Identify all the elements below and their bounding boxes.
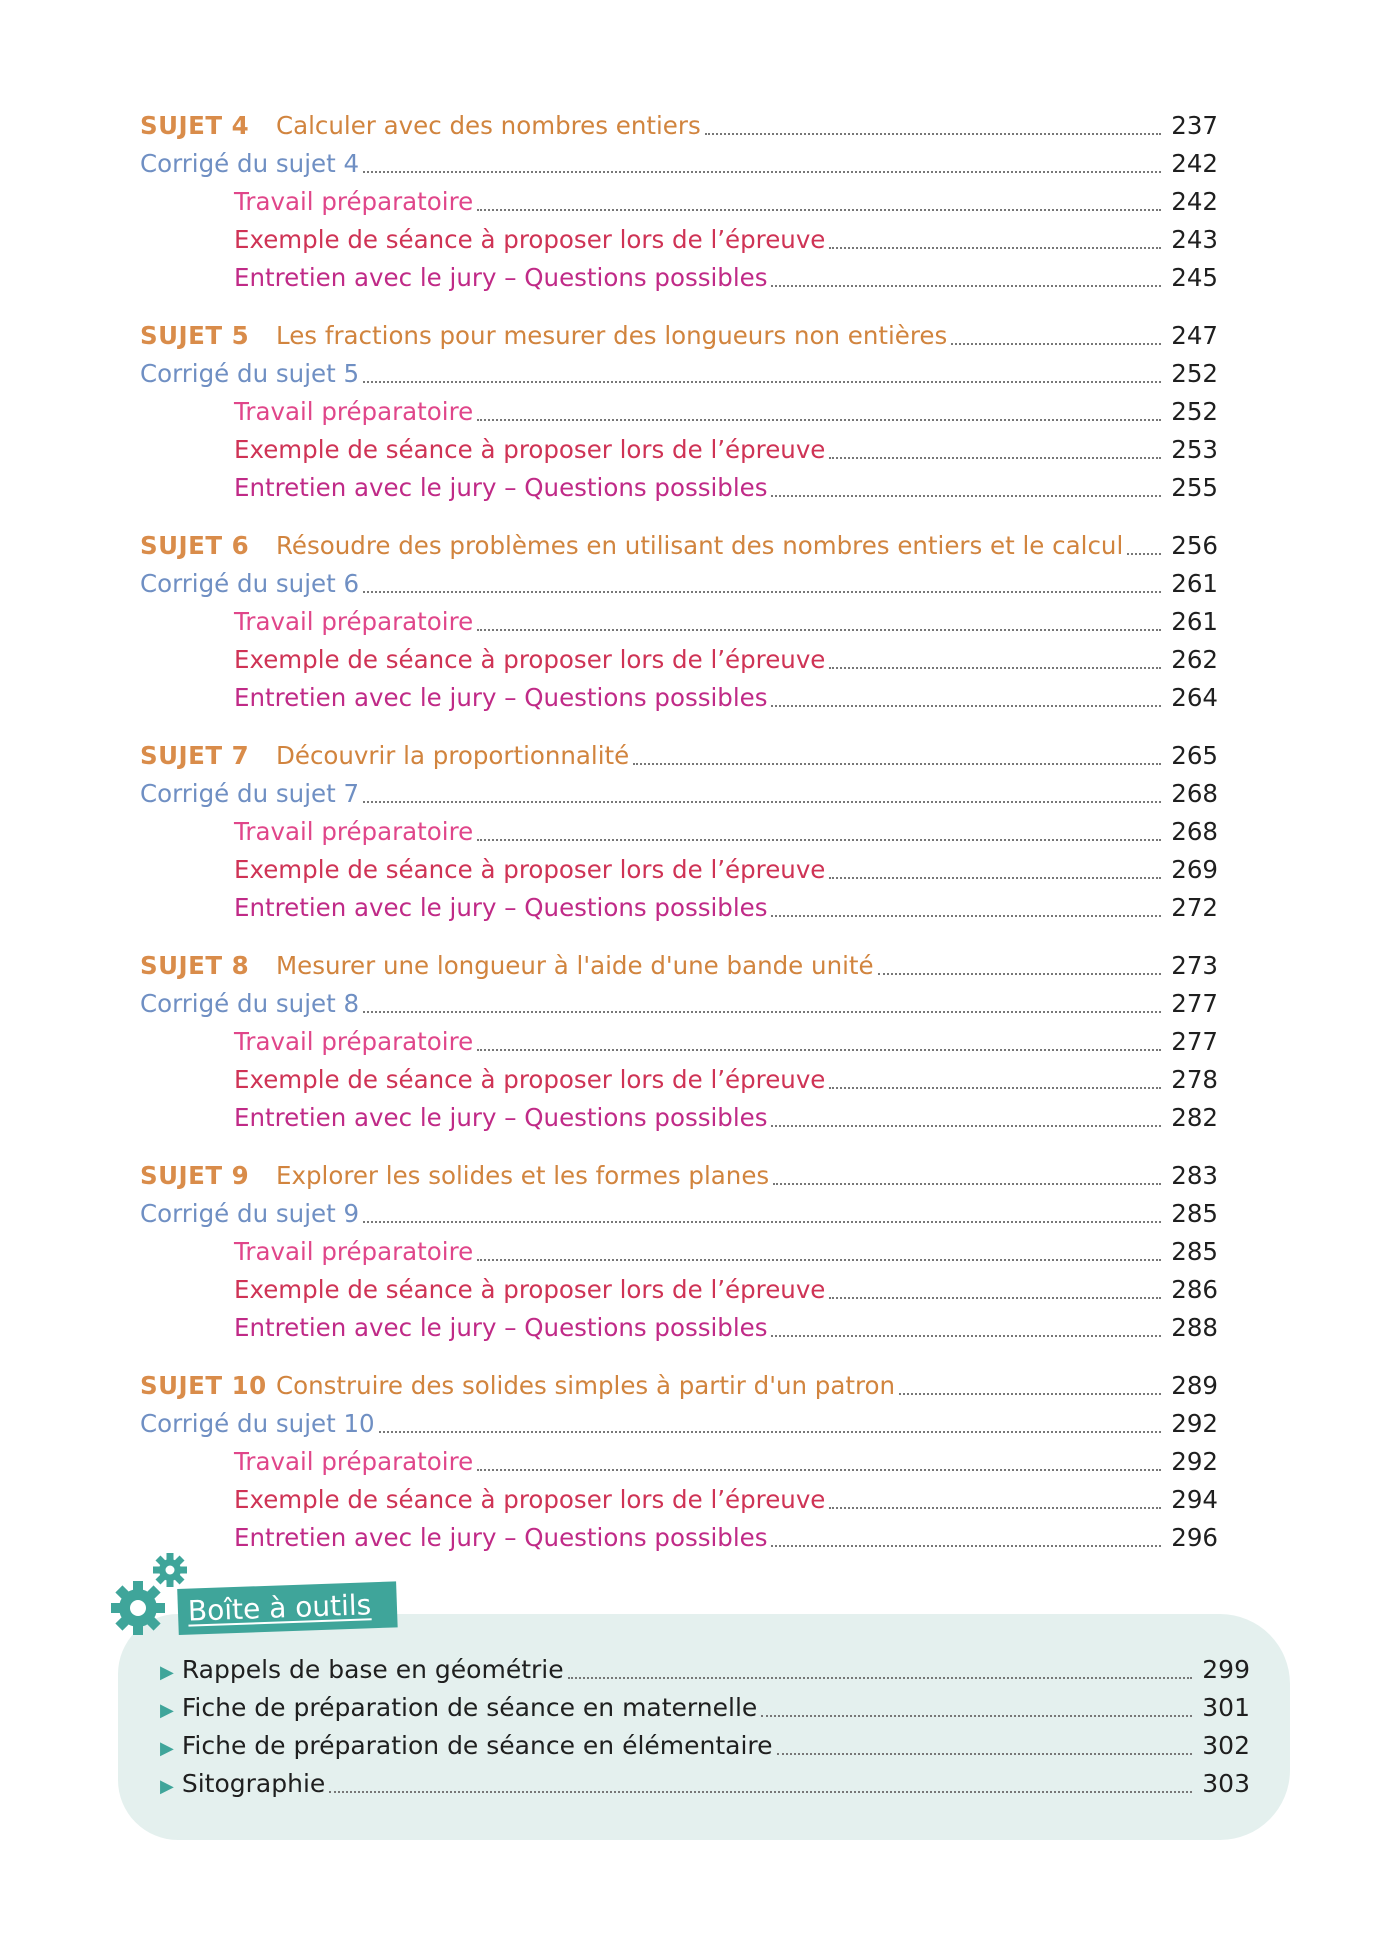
- entretien-label: Entretien avec le jury – Questions possibles: [234, 1313, 768, 1342]
- page-number: 286: [1171, 1275, 1218, 1304]
- dot-leader: [771, 494, 1161, 497]
- dot-leader: [363, 380, 1161, 383]
- page-number: 292: [1171, 1409, 1218, 1438]
- sujet-title: Construire des solides simples à partir d'un patron: [276, 1371, 896, 1400]
- dot-leader: [771, 704, 1161, 707]
- sujet-id: SUJET 9: [140, 1161, 250, 1190]
- toc-entry-entretien[interactable]: [140, 889, 1218, 927]
- sujet-block-9: [140, 1157, 1218, 1347]
- dot-leader: [771, 1544, 1161, 1547]
- toc-entry-sujet[interactable]: [140, 1157, 1218, 1195]
- entretien-label: Entretien avec le jury – Questions possibles: [234, 1103, 768, 1132]
- page-number: 268: [1171, 779, 1218, 808]
- sujet-id: SUJET 8: [140, 951, 250, 980]
- sujet-title: Les fractions pour mesurer des longueurs non entières: [276, 321, 948, 350]
- entretien-label: Entretien avec le jury – Questions possibles: [234, 1523, 768, 1552]
- page-number: 285: [1171, 1199, 1218, 1228]
- page-number: 253: [1171, 435, 1218, 464]
- entretien-label: Entretien avec le jury – Questions possibles: [234, 263, 768, 292]
- dot-leader: [878, 972, 1162, 975]
- exemple-label: Exemple de séance à proposer lors de l’épreuve: [234, 645, 826, 674]
- page-number: 288: [1171, 1313, 1218, 1342]
- travail-label: Travail préparatoire: [234, 1237, 474, 1266]
- sujet-block-7: [140, 737, 1218, 927]
- page-number: 285: [1171, 1237, 1218, 1266]
- toc-entry-exemple[interactable]: [140, 1481, 1218, 1519]
- toc-entry-corrige[interactable]: [140, 145, 1218, 183]
- dot-leader: [829, 876, 1161, 879]
- toc-entry-sujet[interactable]: [140, 947, 1218, 985]
- page-number: 261: [1171, 569, 1218, 598]
- dot-leader: [568, 1676, 1193, 1679]
- travail-label: Travail préparatoire: [234, 1027, 474, 1056]
- page-number: 299: [1202, 1655, 1250, 1684]
- page-number: 272: [1171, 893, 1218, 922]
- toc-entry-sujet[interactable]: [140, 737, 1218, 775]
- exemple-label: Exemple de séance à proposer lors de l’épreuve: [234, 1485, 826, 1514]
- travail-label: Travail préparatoire: [234, 1447, 474, 1476]
- page-number: 242: [1171, 187, 1218, 216]
- toolbox-item[interactable]: [160, 1765, 1250, 1803]
- page-number: 277: [1171, 1027, 1218, 1056]
- toc-entry-entretien[interactable]: [140, 679, 1218, 717]
- toolbox-title-tag: [177, 1581, 398, 1635]
- dot-leader: [761, 1714, 1192, 1717]
- dot-leader: [329, 1790, 1192, 1793]
- page-number: 301: [1202, 1693, 1250, 1722]
- dot-leader: [477, 1258, 1161, 1261]
- page-number: 256: [1171, 531, 1218, 560]
- page-number: 278: [1171, 1065, 1218, 1094]
- sujet-block-10: [140, 1367, 1218, 1557]
- toc-entry-corrige[interactable]: [140, 565, 1218, 603]
- page-number: 245: [1171, 263, 1218, 292]
- toc-entry-entretien[interactable]: [140, 1309, 1218, 1347]
- toc-entry-sujet[interactable]: [140, 107, 1218, 145]
- toc-entry-corrige[interactable]: [140, 985, 1218, 1023]
- corrige-label: Corrigé du sujet 9: [140, 1199, 360, 1228]
- page-number: 302: [1202, 1731, 1250, 1760]
- toc-entry-corrige[interactable]: [140, 1405, 1218, 1443]
- toolbox-item-label: Fiche de préparation de séance en maternelle: [181, 1693, 758, 1722]
- toc-entry-exemple[interactable]: [140, 851, 1218, 889]
- triangle-bullet-icon: ▶: [160, 1662, 174, 1683]
- dot-leader: [771, 1124, 1161, 1127]
- dot-leader: [477, 208, 1161, 211]
- sujet-id: SUJET 4: [140, 111, 250, 140]
- toc-entry-entretien[interactable]: [140, 469, 1218, 507]
- exemple-label: Exemple de séance à proposer lors de l’épreuve: [234, 435, 826, 464]
- exemple-label: Exemple de séance à proposer lors de l’épreuve: [234, 1065, 826, 1094]
- sujet-title: Résoudre des problèmes en utilisant des nombres entiers et le calcul: [276, 531, 1124, 560]
- dot-leader: [477, 1048, 1161, 1051]
- page-number: 265: [1171, 741, 1218, 770]
- toc-entry-entretien[interactable]: [140, 1099, 1218, 1137]
- toc-entry-entretien[interactable]: [140, 1519, 1218, 1557]
- page-number: 268: [1171, 817, 1218, 846]
- dot-leader: [363, 800, 1161, 803]
- sujet-id: SUJET 7: [140, 741, 250, 770]
- dot-leader: [773, 1182, 1161, 1185]
- page-number: 247: [1171, 321, 1218, 350]
- toc-entry-travail[interactable]: [140, 1023, 1218, 1061]
- sujet-title: Calculer avec des nombres entiers: [276, 111, 701, 140]
- dot-leader: [771, 1334, 1161, 1337]
- toc-entry-sujet[interactable]: [140, 527, 1218, 565]
- travail-label: Travail préparatoire: [234, 817, 474, 846]
- dot-leader: [477, 838, 1161, 841]
- entretien-label: Entretien avec le jury – Questions possibles: [234, 683, 768, 712]
- toolbox-item[interactable]: [160, 1727, 1250, 1765]
- dot-leader: [777, 1752, 1193, 1755]
- page-number: 237: [1171, 111, 1218, 140]
- dot-leader: [771, 284, 1161, 287]
- sujet-block-6: [140, 527, 1218, 717]
- dot-leader: [899, 1392, 1161, 1395]
- toc-entry-travail[interactable]: [140, 603, 1218, 641]
- page-number: 262: [1171, 645, 1218, 674]
- corrige-label: Corrigé du sujet 5: [140, 359, 360, 388]
- dot-leader: [829, 246, 1161, 249]
- travail-label: Travail préparatoire: [234, 397, 474, 426]
- triangle-bullet-icon: ▶: [160, 1700, 174, 1721]
- sujet-title: Explorer les solides et les formes planes: [276, 1161, 770, 1190]
- sujet-title: Découvrir la proportionnalité: [276, 741, 630, 770]
- exemple-label: Exemple de séance à proposer lors de l’épreuve: [234, 225, 826, 254]
- sujet-id: SUJET 5: [140, 321, 250, 350]
- page-number: 294: [1171, 1485, 1218, 1514]
- corrige-label: Corrigé du sujet 6: [140, 569, 360, 598]
- travail-label: Travail préparatoire: [234, 607, 474, 636]
- toolbox-item-label: Fiche de préparation de séance en élémentaire: [181, 1731, 773, 1760]
- toc-entry-exemple[interactable]: [140, 431, 1218, 469]
- dot-leader: [829, 1296, 1161, 1299]
- sujet-block-4: [140, 107, 1218, 297]
- toc-entry-travail[interactable]: [140, 1233, 1218, 1271]
- dot-leader: [477, 628, 1161, 631]
- toolbox-list: [160, 1651, 1250, 1803]
- sujet-block-8: [140, 947, 1218, 1137]
- dot-leader: [477, 418, 1161, 421]
- corrige-label: Corrigé du sujet 10: [140, 1409, 375, 1438]
- dot-leader: [829, 666, 1161, 669]
- dot-leader: [705, 132, 1162, 135]
- toc-entry-travail[interactable]: [140, 1443, 1218, 1481]
- toolbox-title: Boîte à outils: [187, 1588, 372, 1628]
- toc-entry-exemple[interactable]: [140, 1061, 1218, 1099]
- triangle-bullet-icon: ▶: [160, 1776, 174, 1797]
- toolbox-item[interactable]: [160, 1651, 1250, 1689]
- toc-entry-sujet[interactable]: [140, 1367, 1218, 1405]
- toc-entry-exemple[interactable]: [140, 1271, 1218, 1309]
- toc-entry-sujet[interactable]: [140, 317, 1218, 355]
- page-number: 273: [1171, 951, 1218, 980]
- page-number: 292: [1171, 1447, 1218, 1476]
- dot-leader: [829, 1086, 1161, 1089]
- toc-entry-corrige[interactable]: [140, 1195, 1218, 1233]
- dot-leader: [951, 342, 1161, 345]
- toc-entry-travail[interactable]: [140, 393, 1218, 431]
- entretien-label: Entretien avec le jury – Questions possibles: [234, 893, 768, 922]
- page-number: 242: [1171, 149, 1218, 178]
- toc-entry-corrige[interactable]: [140, 775, 1218, 813]
- toc-entry-exemple[interactable]: [140, 641, 1218, 679]
- corrige-label: Corrigé du sujet 8: [140, 989, 360, 1018]
- page-number: 261: [1171, 607, 1218, 636]
- dot-leader: [363, 1220, 1161, 1223]
- page-number: 269: [1171, 855, 1218, 884]
- page-number: 252: [1171, 359, 1218, 388]
- exemple-label: Exemple de séance à proposer lors de l’épreuve: [234, 855, 826, 884]
- dot-leader: [829, 456, 1161, 459]
- page-number: 252: [1171, 397, 1218, 426]
- page-number: 243: [1171, 225, 1218, 254]
- dot-leader: [633, 762, 1161, 765]
- toc-entry-travail[interactable]: [140, 183, 1218, 221]
- toolbox-item[interactable]: [160, 1689, 1250, 1727]
- dot-leader: [363, 1010, 1161, 1013]
- toc-entry-entretien[interactable]: [140, 259, 1218, 297]
- page-number: 264: [1171, 683, 1218, 712]
- page-number: 277: [1171, 989, 1218, 1018]
- toolbox-item-label: Rappels de base en géométrie: [181, 1655, 564, 1684]
- triangle-bullet-icon: ▶: [160, 1738, 174, 1759]
- table-of-contents: [140, 107, 1218, 1577]
- toc-entry-corrige[interactable]: [140, 355, 1218, 393]
- sujet-id: SUJET 6: [140, 531, 250, 560]
- toc-entry-travail[interactable]: [140, 813, 1218, 851]
- dot-leader: [771, 914, 1161, 917]
- page-number: 255: [1171, 473, 1218, 502]
- dot-leader: [477, 1468, 1161, 1471]
- page-number: 296: [1171, 1523, 1218, 1552]
- sujet-id: SUJET 10: [140, 1371, 267, 1400]
- exemple-label: Exemple de séance à proposer lors de l’épreuve: [234, 1275, 826, 1304]
- entretien-label: Entretien avec le jury – Questions possibles: [234, 473, 768, 502]
- page-number: 289: [1171, 1371, 1218, 1400]
- travail-label: Travail préparatoire: [234, 187, 474, 216]
- toc-entry-exemple[interactable]: [140, 221, 1218, 259]
- dot-leader: [363, 170, 1161, 173]
- dot-leader: [1127, 552, 1161, 555]
- dot-leader: [363, 590, 1161, 593]
- page-number: 303: [1202, 1769, 1250, 1798]
- dot-leader: [379, 1430, 1162, 1433]
- page-number: 283: [1171, 1161, 1218, 1190]
- corrige-label: Corrigé du sujet 4: [140, 149, 360, 178]
- dot-leader: [829, 1506, 1161, 1509]
- sujet-block-5: [140, 317, 1218, 507]
- sujet-title: Mesurer une longueur à l'aide d'une bande unité: [276, 951, 874, 980]
- page-number: 282: [1171, 1103, 1218, 1132]
- toolbox-item-label: Sitographie: [181, 1769, 326, 1798]
- corrige-label: Corrigé du sujet 7: [140, 779, 360, 808]
